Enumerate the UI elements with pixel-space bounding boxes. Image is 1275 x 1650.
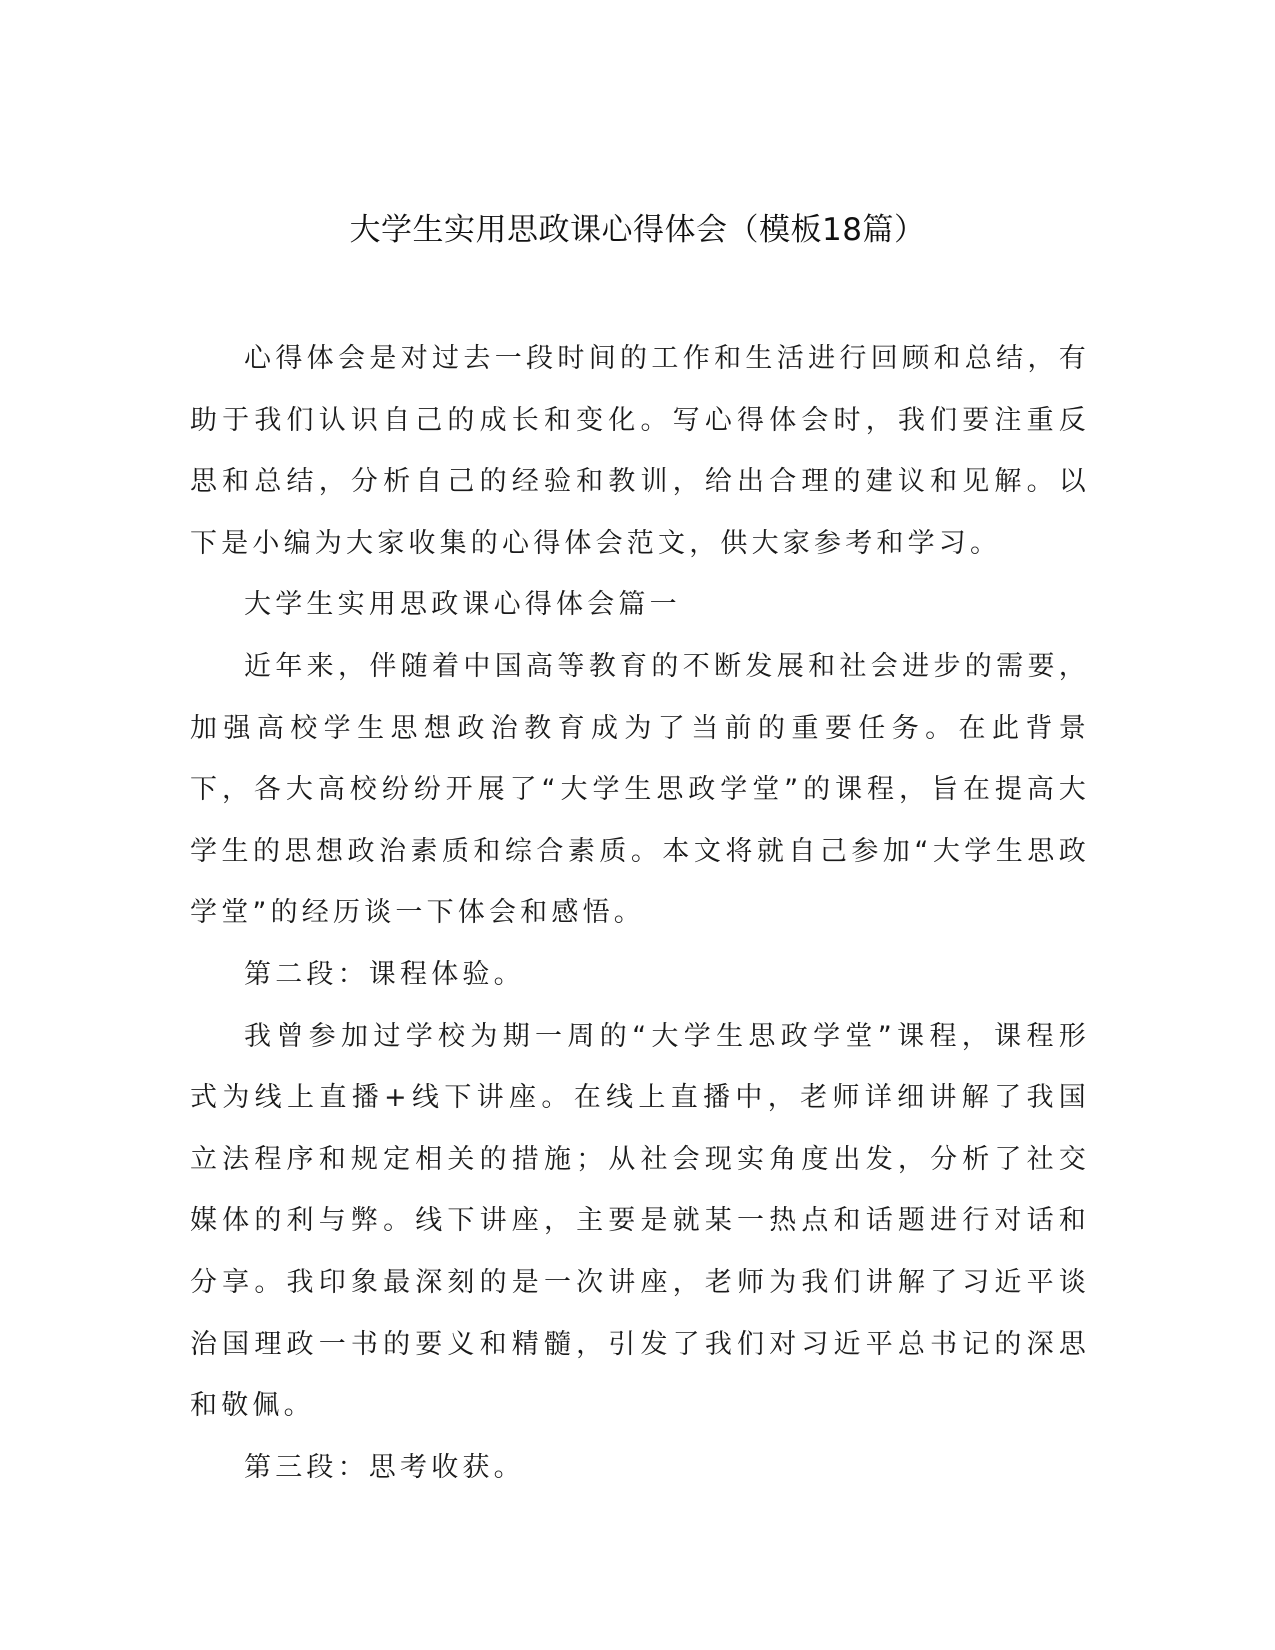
document-title: 大学生实用思政课心得体会（模板18篇）: [349, 212, 926, 248]
section-heading-second: 第二段：课程体验。: [244, 958, 525, 990]
body-paragraph-background: 近年来，伴随着中国高等教育的不断发展和社会进步的需要，加强高校学生思想政治教育成为了当前的重要任务。在此背景下，各大高校纷纷开展了“大学生思政学堂”的课程，旨在提高大学生的思想政治素质和综合素质。本文将就自己参加“大学生思政学堂”的经历谈一下体会和感悟。: [190, 650, 1090, 929]
intro-paragraph: 心得体会是对过去一段时间的工作和生活进行回顾和总结，有助于我们认识自己的成长和变化。写心得体会时，我们要注重反思和总结，分析自己的经验和教训，给出合理的建议和见解。以下是小编为大家收集的心得体会范文，供大家参考和学习。: [190, 343, 1090, 559]
section-heading-part-one: 大学生实用思政课心得体会篇一: [244, 589, 681, 621]
section-heading-third: 第三段：思考收获。: [244, 1451, 525, 1483]
body-paragraph-course-experience: 我曾参加过学校为期一周的“大学生思政学堂”课程，课程形式为线上直播+线下讲座。在线上直播中，老师详细讲解了我国立法程序和规定相关的措施；从社会现实角度出发，分析了社交媒体的利与弊。线下讲座，主要是就某一热点和话题进行对话和分享。我印象最深刻的是一次讲座，老师为我们讲解了习近平谈治国理政一书的要义和精髓，引发了我们对习近平总书记的深思和敬佩。: [190, 1020, 1090, 1422]
document-body: [190, 328, 1090, 1498]
